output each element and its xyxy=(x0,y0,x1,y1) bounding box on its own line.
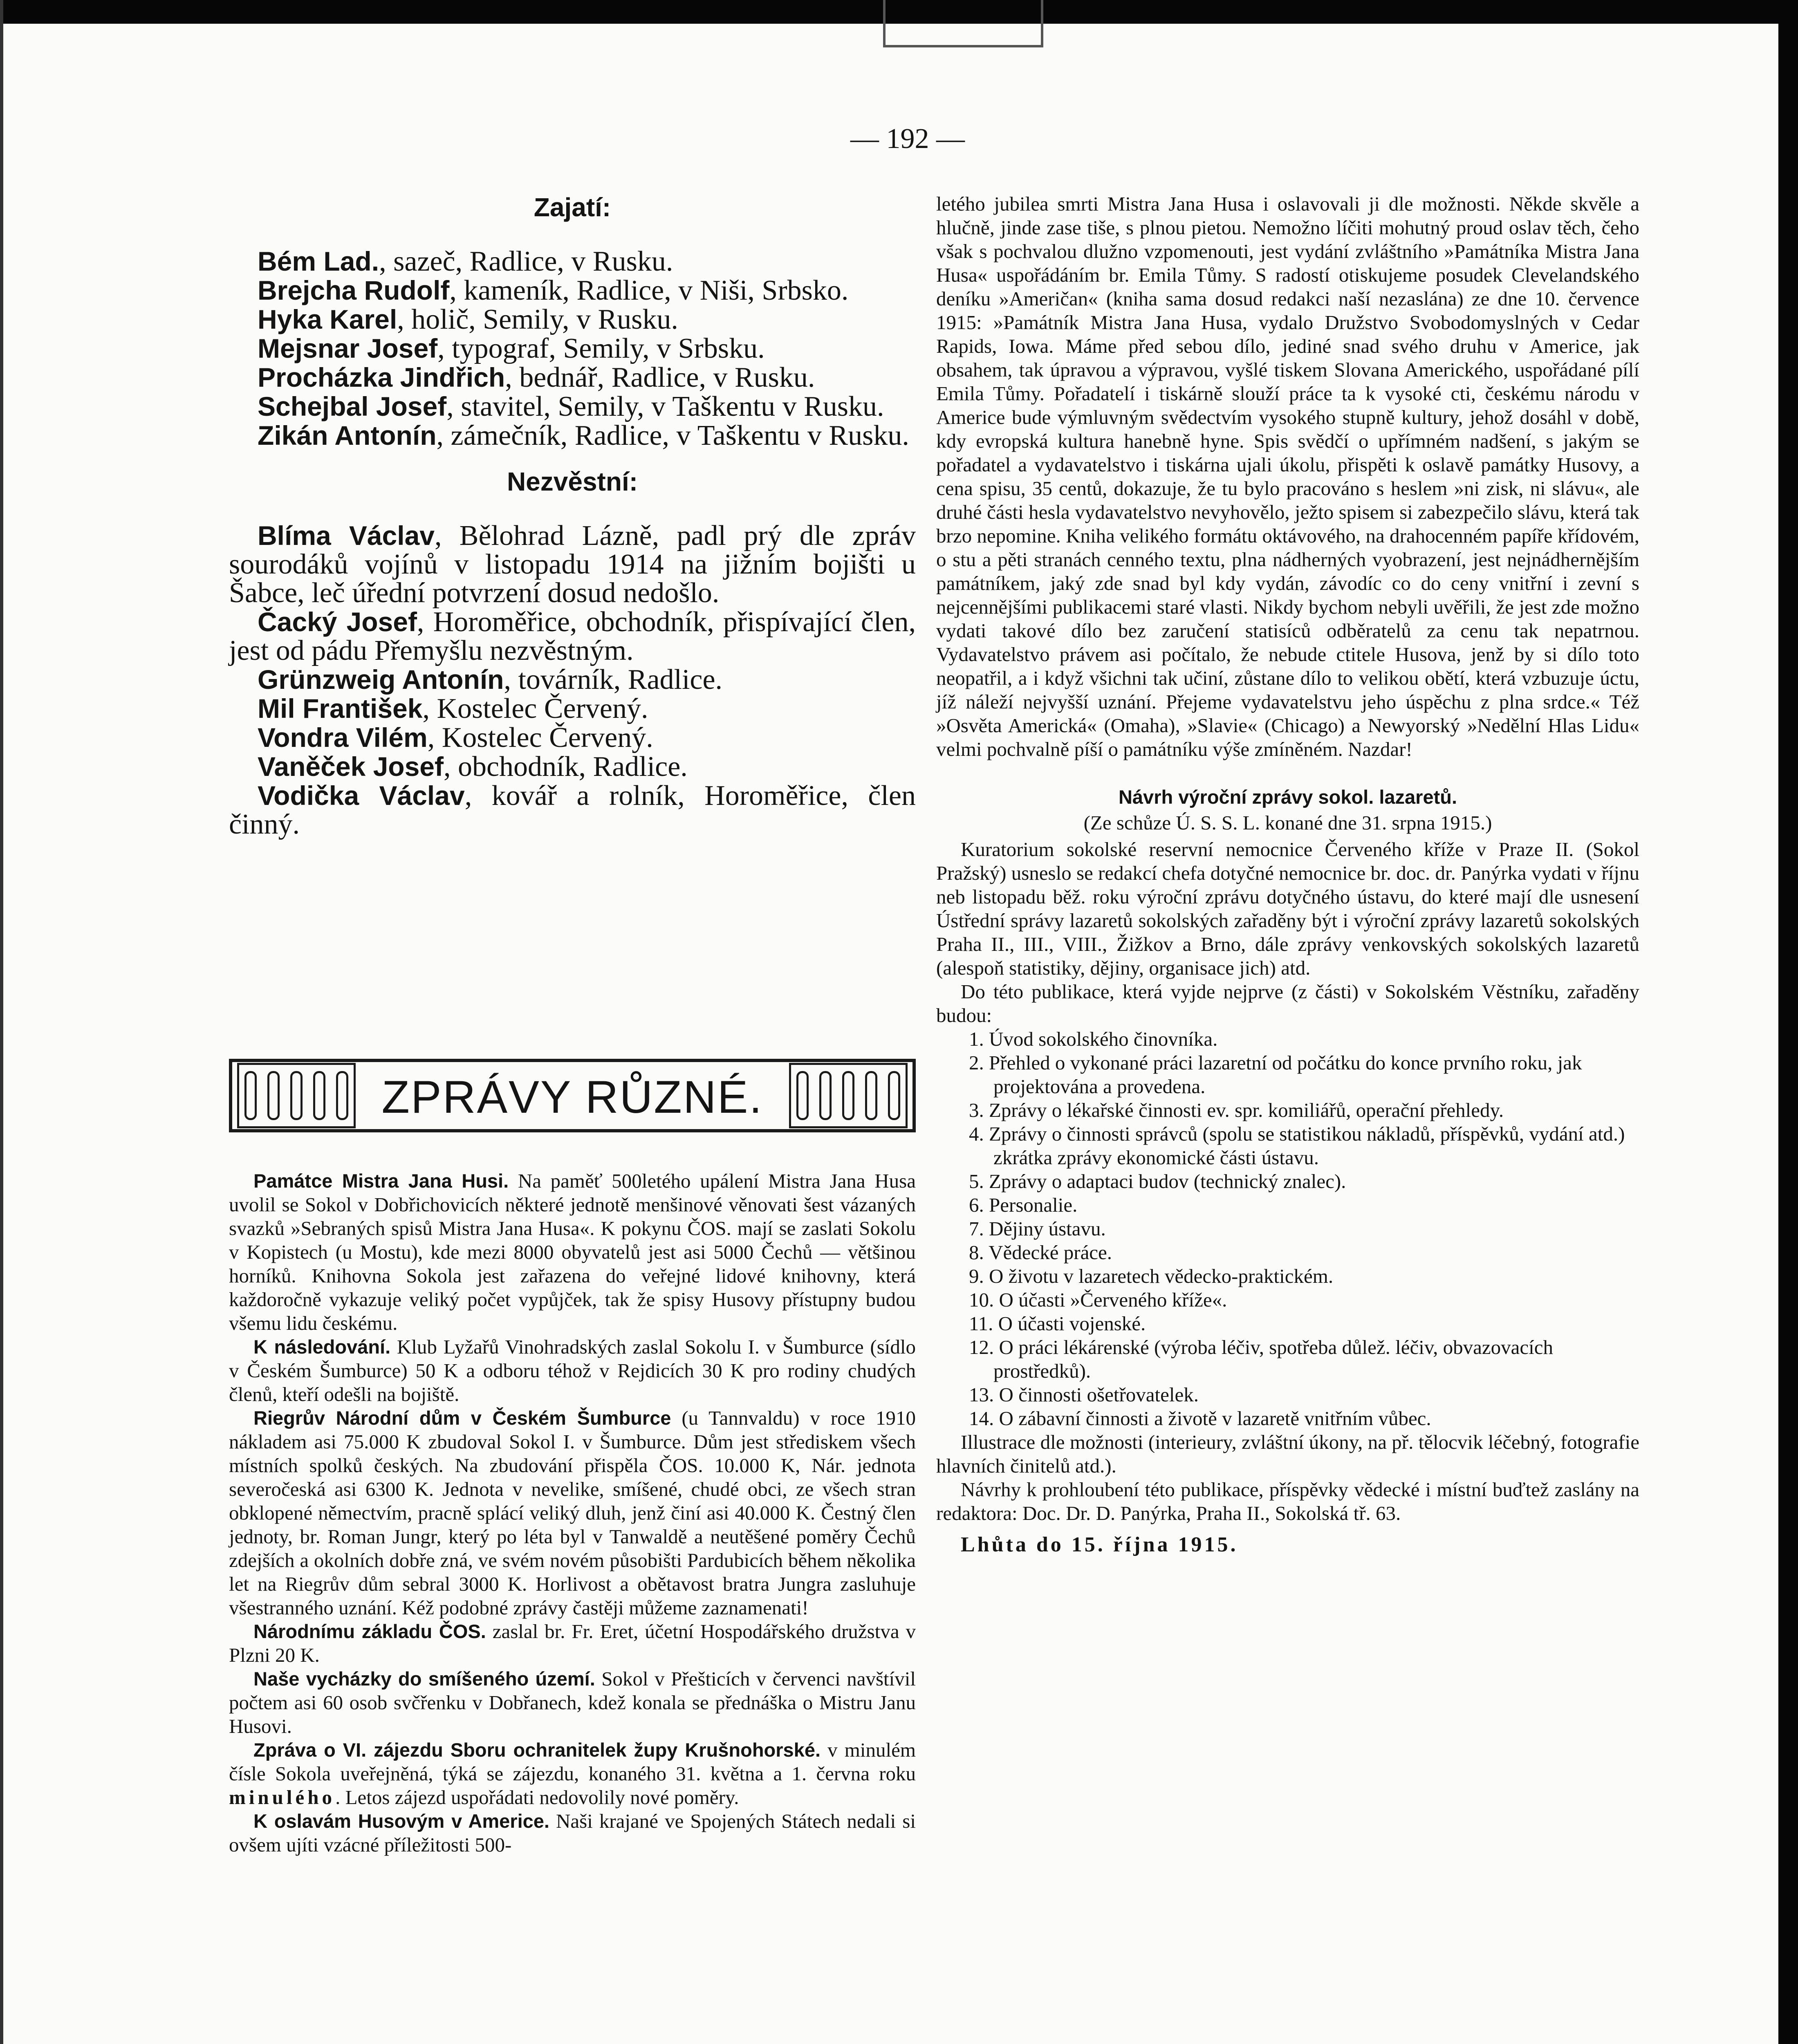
report-paragraph: Kuratorium sokolské reservní nemocnice Červeného kříže v Praze II. (Sokol Pražský) usneslo se redakcí chefa dotyčné nemocnice br. doc. dr. Panýrka vydati v říjnu neb listopadu běž. roku výroční zprávu dotyčného ústavu, do které mají dle usnesení Ústřední správy lazaretů sokolských zařaděny být i výroční zprávy lazaretů sokolských Praha II., III., VIII., Žižkov a Brno, dále zprávy venkovských sokolských lazaretů (alespoň statistiky, dějiny, organisace jich) atd. xyxy=(936,838,1639,979)
news-banner xyxy=(229,1059,916,1132)
entry-text: , kameník, Radlice, v Niši, Srbsko. xyxy=(449,275,849,306)
entry-text: , holič, Semily, v Rusku. xyxy=(397,304,678,335)
missing-entry xyxy=(229,607,916,665)
report-list xyxy=(936,1027,1639,1430)
news-item xyxy=(229,1620,916,1667)
entry-text: , Kostelec Červený. xyxy=(422,693,648,724)
missing-list xyxy=(229,521,916,839)
entry-name: Hyka Karel xyxy=(258,304,397,334)
entry-name: Zikán Antonín xyxy=(258,420,437,450)
list-item: 4. Zprávy o činnosti správců (spolu se statistikou nákladů, příspěvků, vydání atd.) zkrátka zprávy ekonomické části ústavu. xyxy=(969,1123,1625,1169)
captured-entry xyxy=(229,392,916,421)
entry-text: , sazeč, Radlice, v Rusku. xyxy=(379,246,673,277)
news-emphasis: minulého xyxy=(229,1786,336,1809)
entry-text: , zámečník, Radlice, v Taškentu v Rusku. xyxy=(436,420,909,451)
report-title: Návrh výroční zprávy sokol. lazaretů. xyxy=(1118,786,1457,808)
news-lead: Riegrův Národní dům v Českém Šumburce xyxy=(253,1407,671,1429)
report-subtitle: (Ze schůze Ú. S. S. L. konané dne 31. srpna 1915.) xyxy=(1083,811,1492,834)
article-continuation: letého jubilea smrti Mistra Jana Husa i oslavovali ji dle možnosti. Někde skvěle a hlučně, jinde zase tiše, s plnou pietou. Nemožno líčiti mohutný proud oslav těch, čeho však s pochvalou dlužno vzpomenouti, jest vydání zvláštního »Památníka Mistra Jana Husa« uspořádáním br. Emila Tůmy. S radostí otiskujeme posudek Clevelandského deníku »Američan« (kniha sama dosud redakci naší nezaslána) ze dne 10. července 1915: »Památník Mistra Jana Husa, vydalo Družstvo Svobodomyslných v Cedar Rapids, Iowa. Máme před sebou dílo, jediné snad svého druhu v Americe, jak obsahem, tak úpravou a výpravou, vyšlé tiskem Slovana Amerického, uspořádané pílí Emila Tůmy. Pořadatelí i tiskárně slouží práce ta k vysoké cti, českému národu v Americe bude výmluvným svědectvím vysokého stupně kultury, jehož dosáhl v době, kdy evropská kultura hanebně hyne. Spis svědčí o upřímném nadšení, s jakým se pořadatel a vydavatelstvo i tiskárna ujali úkolu, přispěti k oslavě památky Husovy, a cena spisu, 35 centů, dokazuje, že tu bylo pracováno s heslem »ni zisk, ni slávu«, ale druhé části hesla vydavatelstvo nevyhovělo, ježto spisem si zabezpečilo slávu, která tak brzo nepomine. Kniha velikého formátu oktávového, na drahocenném papíře křídovém, o stu a pěti stranách cenného textu, plna nádherných vyobrazení, jest nejnádhernějším památníkem, jaký zde snad byl kdy vydán, závodíc co do ceny vnitřní i zevní s nejcennějšími publikacemi staré vlasti. Nikdy bychom nebyli uvěřili, že jest zde možno vydati takové dílo bez zaručení statisíců odběratelů za cenu tak nepatrnou. Vydavatelstvo právem asi počítalo, že nebude ctitele Husova, jenž by si dílo toto neopatřil, a i když všichni tak učiní, zůstane dílo to velikou obětí, která vzbuzuje úctu, jíž náleží nejvyšší uznání. Přejeme vydavatelstvu jeho úspěchu z plna srdce.« Též »Osvěta Americká« (Omaha), »Slavie« (Chicago) a Newyorský »Nedělní Hlas Lidu« velmi pochvalně píší o památníku výše zmíněném. Nazdar! xyxy=(936,193,1639,760)
entry-text: , bednář, Radlice, v Rusku. xyxy=(505,362,815,393)
captured-heading: Zajatí: xyxy=(534,193,611,222)
entry-name: Čacký Josef xyxy=(258,607,417,637)
list-item: 12. O práci lékárenské (výroba léčiv, spotřeba důlež. léčiv, obvazovacích prostředků). xyxy=(969,1336,1553,1382)
left-column xyxy=(229,192,916,839)
news-text: Klub Lyžařů Vinohradských zaslal Sokolu I. v Šumburce (sídlo v Českém Šumburce) 50 K a odboru téhož v Rejdicích 30 K pro rodiny chudých členů, kteří odešli na bojiště. xyxy=(229,1336,916,1405)
list-item: 1. Úvod sokolského činovníka. xyxy=(969,1028,1218,1050)
news-text: (u Tannvaldu) v roce 1910 nákladem asi 75.000 K zbudoval Sokol I. v Šumburce. Dům jest střediskem všech místních spolků českých. Na zbudování přispěla ČOS. 10.000 K, Nár. jednota severočeská asi 6300 K. Jednota v nevelike, smíšené, chudé obci, ze všech stran obklopené němectvím, pracně splácí veliký dluh, jenž činí asi 40.000 K. Čestný člen jednoty, br. Roman Jungr, který po léta byl v Tanwaldě a neutěšené poměry Čechů zdejších a okolních dobře zná, ve svém novém působišti Pardubicích během několika let na Riegrův dům sebral 3000 K. Horlivost a obětavost bratra Jungra zasluhuje všestranného uznání. Kéž podobné zprávy častěji můžeme zaznamenati! xyxy=(229,1407,916,1619)
list-item: 5. Zprávy o adaptaci budov (technický znalec). xyxy=(969,1170,1346,1192)
missing-entry xyxy=(229,752,916,781)
captured-entry xyxy=(229,247,916,276)
news-item xyxy=(229,1335,916,1406)
entry-text: , stavitel, Semily, v Taškentu v Rusku. xyxy=(446,391,884,422)
news-lead: K následování. xyxy=(253,1336,391,1358)
entry-name: Vondra Vilém xyxy=(258,722,428,753)
report-paragraph: Do této publikace, která vyjde nejprve (z části) v Sokolském Věstníku, zařaděny budou: xyxy=(936,980,1639,1026)
news-lead: Památce Mistra Jana Husi. xyxy=(253,1170,509,1192)
captured-entry xyxy=(229,363,916,392)
entry-name: Vodička Václav xyxy=(258,780,465,811)
entry-name: Grünzweig Antonín xyxy=(258,664,504,695)
entry-text: , typograf, Semily, v Srbsku. xyxy=(437,333,765,364)
binding-tab-mark xyxy=(883,0,1043,47)
banner-ornament-left xyxy=(237,1063,356,1128)
news-item xyxy=(229,1169,916,1335)
missing-entry xyxy=(229,665,916,694)
captured-list xyxy=(229,247,916,450)
entry-name: Blíma Václav xyxy=(258,520,435,551)
captured-entry xyxy=(229,421,916,450)
news-lead: Naše vycházky do smíšeného území. xyxy=(253,1668,595,1690)
news-lead: K oslavám Husovým v Americe. xyxy=(253,1810,549,1832)
entry-text: , Bělohrad Lázně, padl prý dle zpráv sourodáků vojínů v listopadu 1914 na jižním bojišti u Šabce, leč úřední potvrzení dosud nedošlo. xyxy=(229,520,916,609)
report-paragraph: Návrhy k prohloubení této publikace, příspěvky vědecké i místní buďtež zaslány na redaktora: Doc. Dr. D. Panýrka, Praha II., Sokolská tř. 63. xyxy=(936,1478,1639,1524)
list-item: 13. O činnosti ošetřovatelek. xyxy=(969,1383,1199,1406)
banner-title: ZPRÁVY RŮZNÉ. xyxy=(381,1071,763,1123)
right-column xyxy=(936,192,1639,1557)
news-item xyxy=(229,1809,916,1857)
entry-text: , kovář a rolník, Horoměřice, člen činný. xyxy=(229,780,916,840)
entry-name: Procházka Jindřich xyxy=(258,362,505,392)
news-text: Naši krajané ve Spojených Státech nedali si ovšem ujíti vzácné příležitosti 500- xyxy=(229,1810,916,1856)
captured-entry xyxy=(229,305,916,334)
news-text: Sokol v Přešticích v červenci navštívil počtem asi 60 osob svčřenku v Dobřanech, kdež konala se přednáška o Mistru Janu Husovi. xyxy=(229,1667,916,1737)
news-text: Na paměť 500letého upálení Mistra Jana Husa uvolil se Sokol v Dobřichovicích některé jednotě menšinové věnovati šest vázaných svazků »Sebraných spisů Mistra Jana Husa«. K pokynu ČOS. mají se zaslati Sokolu v Kopistech (u Mostu), kde mezi 8000 obyvatelů jest asi 5000 Čechů — většinou horníků. Knihovna Sokola jest zařazena do veřejné lidové knihovny, která každoročně vykazuje veliký počet vypůjček, tak že spisy Husovy přístupny budou všemu lidu českému. xyxy=(229,1170,916,1334)
list-item: 3. Zprávy o lékařské činnosti ev. spr. komiliářů, operační přehledy. xyxy=(969,1099,1504,1121)
news-lead: Národnímu základu ČOS. xyxy=(253,1620,486,1642)
entry-name: Bém Lad. xyxy=(258,246,379,276)
page-number: — 192 — xyxy=(850,123,965,155)
entry-text: , továrník, Radlice. xyxy=(504,664,723,695)
list-item: 10. O účasti »Červeného kříže«. xyxy=(969,1289,1227,1311)
missing-entry xyxy=(229,781,916,839)
list-item: 9. O životu v lazaretech vědecko-praktickém. xyxy=(969,1265,1334,1287)
list-item: 7. Dějiny ústavu. xyxy=(969,1217,1106,1240)
banner-ornament-right xyxy=(789,1063,908,1128)
news-text: v minulém čísle Sokola uveřejněná, týká se zájezdu, konaného 31. května a 1. června roku xyxy=(229,1739,916,1785)
news-tail: . Letos zájezd uspořádati nedovolily nové poměry. xyxy=(335,1786,739,1809)
entry-text: , Horoměřice, obchodník, přispívající člen, jest od pádu Přemyšlu nezvěstným. xyxy=(229,606,916,666)
missing-entry xyxy=(229,521,916,607)
captured-entry xyxy=(229,276,916,305)
entry-name: Schejbal Josef xyxy=(258,391,447,421)
report-paragraph: Illustrace dle možnosti (interieury, zvláštní úkony, na př. tělocvik léčebný, fotografie hlavních činitelů atd.). xyxy=(936,1431,1639,1477)
entry-name: Mejsnar Josef xyxy=(258,333,438,363)
entry-name: Vaněček Josef xyxy=(258,751,444,782)
list-item: 14. O zábavní činnosti a životě v lazaretě vnitřním vůbec. xyxy=(969,1407,1431,1430)
list-item: 6. Personalie. xyxy=(969,1194,1078,1216)
scan-edge-right xyxy=(1778,0,1798,2044)
entry-text: , obchodník, Radlice. xyxy=(443,751,688,782)
report-deadline: Lhůta do 15. října 1915. xyxy=(961,1533,1238,1556)
list-item: 8. Vědecké práce. xyxy=(969,1241,1112,1264)
news-lead: Zpráva o VI. zájezdu Sboru ochranitelek župy Krušnohorské. xyxy=(253,1739,821,1761)
news-text: zaslal br. Fr. Eret, účetní Hospodářského družstva v Plzni 20 K. xyxy=(229,1620,916,1666)
entry-name: Mil František xyxy=(258,693,423,724)
missing-heading: Nezvěstní: xyxy=(507,467,638,496)
news-column xyxy=(229,1169,916,1857)
entry-name: Brejcha Rudolf xyxy=(258,275,450,305)
list-item: 2. Přehled o vykonané práci lazaretní od počátku do konce prvního roku, jak projektována a provedena. xyxy=(969,1051,1582,1098)
list-item: 11. O účasti vojenské. xyxy=(969,1312,1146,1335)
scan-edge-left xyxy=(0,0,3,2044)
news-item xyxy=(229,1738,916,1809)
missing-entry xyxy=(229,723,916,752)
news-item xyxy=(229,1667,916,1738)
captured-entry xyxy=(229,334,916,363)
entry-text: , Kostelec Červený. xyxy=(427,722,653,753)
news-item xyxy=(229,1406,916,1620)
missing-entry xyxy=(229,694,916,723)
